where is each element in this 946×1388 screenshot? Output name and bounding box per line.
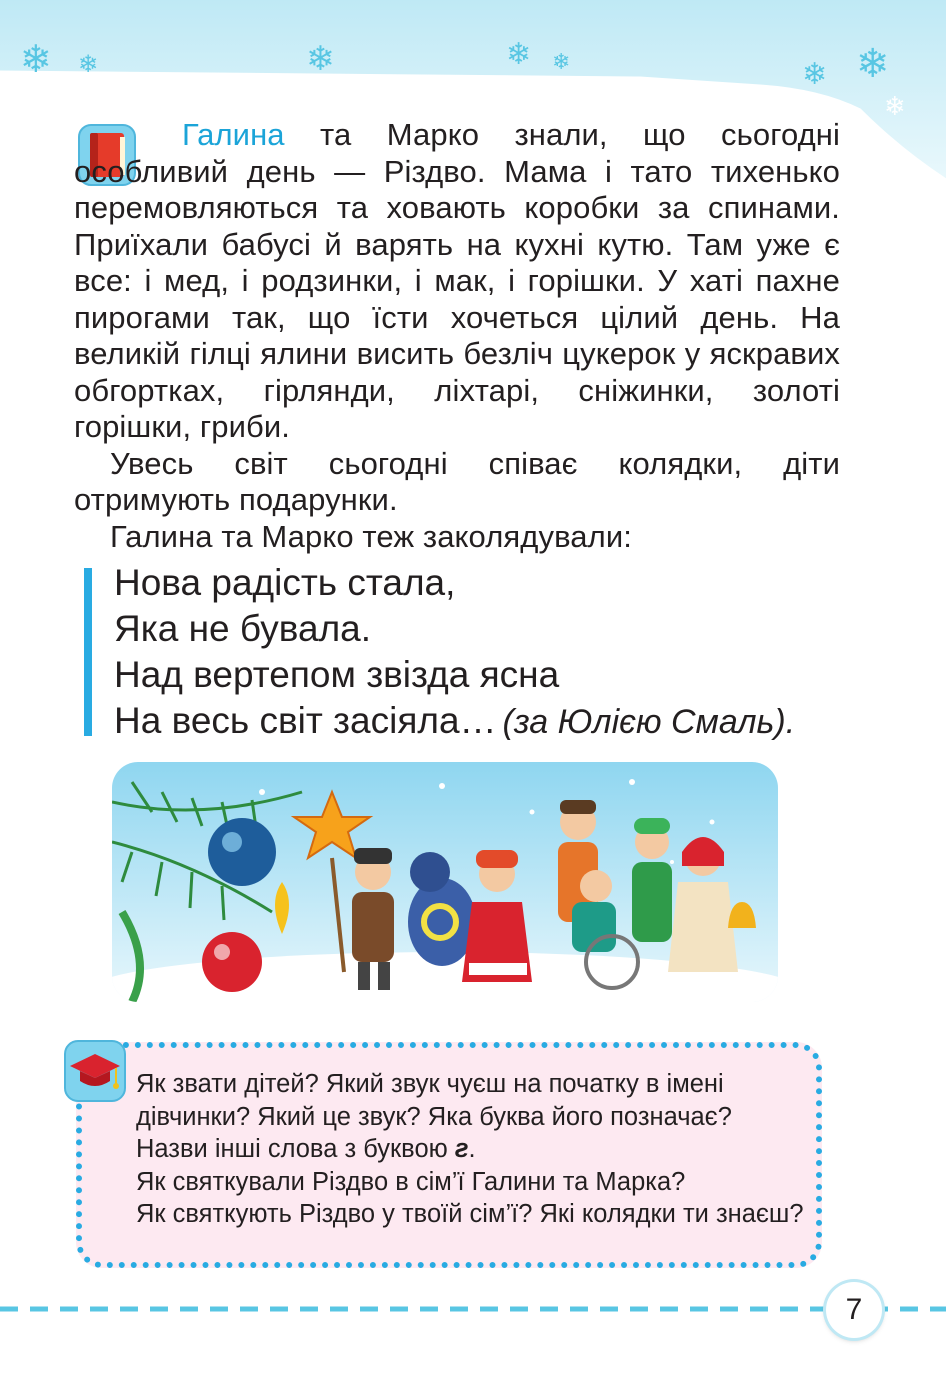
snowflake-icon: ❄ [20, 37, 52, 81]
poem-line: Над вертепом звізда ясна [114, 654, 560, 695]
highlighted-letter: г [454, 1135, 469, 1163]
story-text [74, 117, 840, 555]
carol-poem [84, 560, 864, 745]
question: Як звати дітей? Який звук чуєш на початку в імені дівчинки? Який це звук? Яка буква його позначає? [136, 1070, 732, 1131]
question: Як святкують Різдво у твоїй сім’ї? Які колядки ти знаєш? [136, 1200, 804, 1228]
question: Як святкували Різдво в сім’ї Галини та Марка? [136, 1167, 686, 1196]
poem-line: На весь світ засіяла… (за Юлією Смаль). [114, 700, 796, 741]
story-paragraph: Увесь світ сьогодні співає колядки, діти отримують подарунки. [74, 445, 840, 517]
questions-text [136, 1068, 816, 1231]
snowflake-icon: ❄ [884, 92, 906, 122]
page-number: 7 [826, 1282, 882, 1338]
snowflake-icon: ❄ [506, 37, 532, 72]
snowflake-icon: ❄ [552, 50, 571, 75]
poem-accent-bar [84, 568, 92, 736]
story-paragraph: Галина та Марко теж заколядували: [110, 518, 632, 554]
poem-attribution: (за Юлією Смаль). [502, 703, 796, 741]
poem-line: Яка не бувала. [114, 608, 372, 649]
carolers-illustration [112, 762, 778, 1002]
snowflake-icon: ❄ [78, 50, 99, 78]
character-name: Галина [182, 117, 285, 152]
snowflake-icon: ❄ [856, 41, 890, 87]
story-paragraph: Галина та Марко знали, що сьогодні особливий день — Різдво. Мама і тато тихенько перемовляються та ховають коробки за спинами. Приїхали бабусі й варять на кухні кутю. Там уже є все: і мед, і родзинки, і мак, і горішки. У хаті пахне пирогами так, що їсти хочеться цілий день. На великій гілці ялини висить безліч цукерок у яскравих обгортках, гірлянди, ліхтарі, сніжинки, золоті горішки, гриби. [74, 117, 840, 444]
footer-dashed-line [0, 1306, 946, 1312]
graduation-cap-icon [64, 1040, 126, 1102]
question: Назви інші слова з буквою г. [136, 1135, 476, 1163]
snowflake-icon: ❄ [306, 39, 335, 79]
poem-line: Нова радість стала, [114, 562, 456, 603]
snowflake-icon: ❄ [802, 57, 828, 92]
